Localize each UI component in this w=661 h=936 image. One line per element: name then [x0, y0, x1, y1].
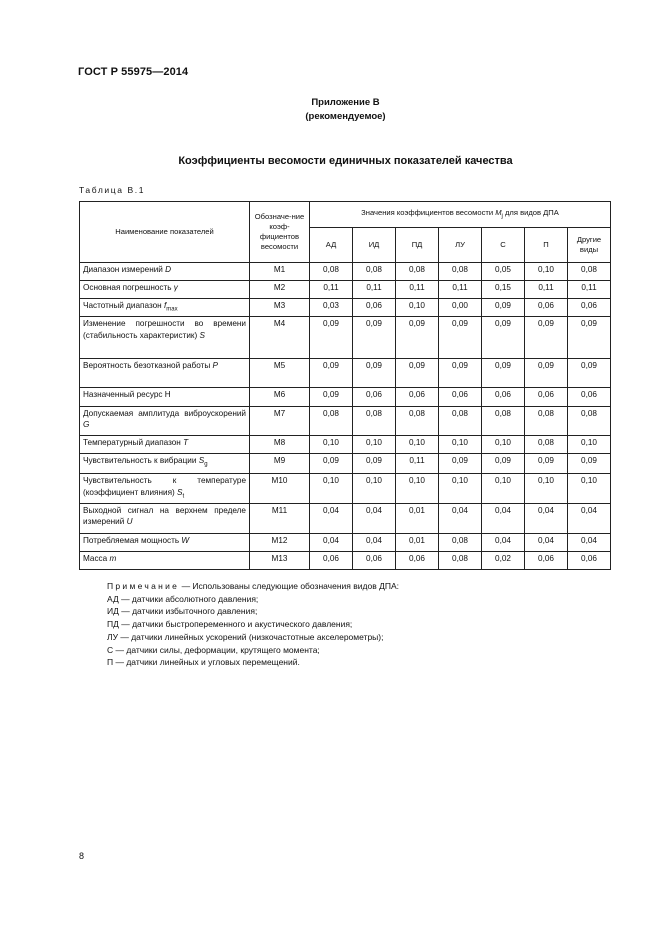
coefficient-value-cell: 0,10	[396, 436, 439, 454]
coefficient-value-cell: 0,09	[525, 359, 568, 388]
header-values-group: Значения коэффициентов весомости $M_j$ для видов ДПА	[310, 202, 611, 228]
coefficient-value-cell: 0,04	[525, 533, 568, 551]
coefficient-value-cell: 0,06	[396, 551, 439, 569]
coefficient-value-cell: 0,04	[482, 503, 525, 533]
table-label: Таблица В.1	[79, 185, 146, 195]
coefficient-value-cell: 0,10	[353, 474, 396, 504]
table-row	[80, 359, 611, 388]
coefficient-value-cell: 0,09	[482, 454, 525, 474]
indicator-name-cell: Чувствительность к вибрации $S_g$	[80, 454, 250, 474]
coefficient-value-cell: 0,11	[525, 281, 568, 299]
header-code-column: Обозначе-ние коэф-фициентов весомости	[250, 202, 310, 263]
coefficient-value-cell: 0,10	[439, 474, 482, 504]
coefficient-value-cell: 0,09	[310, 359, 353, 388]
coefficient-value-cell: 0,10	[568, 474, 611, 504]
coefficient-value-cell: 0,08	[525, 436, 568, 454]
table-row	[80, 388, 611, 406]
header-value-column: С	[482, 228, 525, 263]
coefficient-value-cell: 0,06	[568, 299, 611, 317]
indicator-name-cell: Выходной сигнал на верхнем пределе измерений U	[80, 503, 250, 533]
header-value-column: ПД	[396, 228, 439, 263]
coefficient-value-cell: 0,06	[439, 388, 482, 406]
coefficient-value-cell: 0,09	[353, 454, 396, 474]
coefficient-value-cell: 0,09	[568, 359, 611, 388]
indicator-name-cell: Температурный диапазон T	[80, 436, 250, 454]
coefficient-value-cell: 0,10	[568, 436, 611, 454]
coefficient-value-cell: 0,09	[310, 454, 353, 474]
indicator-name-cell: Допускаемая амплитуда виброускорений G	[80, 406, 250, 436]
appendix-title: Приложение В	[311, 97, 380, 108]
coefficient-code-cell: М8	[250, 436, 310, 454]
note-line: С — датчики силы, деформации, крутящего момента;	[107, 644, 320, 655]
coefficient-value-cell: 0,11	[310, 281, 353, 299]
coefficient-value-cell: 0,04	[482, 533, 525, 551]
table-note	[107, 580, 399, 669]
coefficient-value-cell: 0,10	[482, 436, 525, 454]
coefficient-value-cell: 0,06	[568, 388, 611, 406]
indicator-name-cell: Вероятность безотказной работы P	[80, 359, 250, 388]
header-name-column: Наименование показателей	[80, 202, 250, 263]
coefficient-code-cell: М12	[250, 533, 310, 551]
header-value-column: ЛУ	[439, 228, 482, 263]
coefficient-value-cell: 0,11	[568, 281, 611, 299]
coefficient-code-cell: М13	[250, 551, 310, 569]
table-row	[80, 299, 611, 317]
coefficient-value-cell: 0,08	[568, 406, 611, 436]
coefficient-value-cell: 0,00	[439, 299, 482, 317]
coefficient-value-cell: 0,01	[396, 503, 439, 533]
table-row	[80, 503, 611, 533]
coefficient-value-cell: 0,09	[482, 317, 525, 359]
coefficient-value-cell: 0,08	[525, 406, 568, 436]
coefficient-value-cell: 0,04	[353, 503, 396, 533]
section-heading: Коэффициенты весомости единичных показателей качества	[178, 155, 513, 167]
note-intro: Примечание — Использованы следующие обозначения видов ДПА:	[107, 581, 399, 591]
coefficient-value-cell: 0,04	[310, 533, 353, 551]
coefficient-value-cell: 0,03	[310, 299, 353, 317]
coefficient-value-cell: 0,09	[310, 317, 353, 359]
table-row	[80, 263, 611, 281]
coefficient-code-cell: М7	[250, 406, 310, 436]
coefficient-value-cell: 0,09	[439, 359, 482, 388]
document-code: ГОСТ Р 55975—2014	[78, 66, 189, 78]
coefficient-code-cell: М9	[250, 454, 310, 474]
coefficient-value-cell: 0,08	[310, 263, 353, 281]
coefficient-value-cell: 0,06	[525, 551, 568, 569]
coefficient-value-cell: 0,09	[482, 299, 525, 317]
coefficient-value-cell: 0,04	[439, 503, 482, 533]
table-row	[80, 474, 611, 504]
coefficient-value-cell: 0,04	[568, 503, 611, 533]
table-row	[80, 551, 611, 569]
coefficient-value-cell: 0,08	[353, 406, 396, 436]
coefficient-value-cell: 0,11	[439, 281, 482, 299]
coefficient-value-cell: 0,09	[568, 454, 611, 474]
coefficient-value-cell: 0,06	[353, 551, 396, 569]
coefficient-value-cell: 0,05	[482, 263, 525, 281]
coefficient-value-cell: 0,15	[482, 281, 525, 299]
coefficients-table	[79, 201, 611, 570]
coefficient-value-cell: 0,06	[525, 388, 568, 406]
table-row	[80, 406, 611, 436]
coefficient-value-cell: 0,09	[353, 317, 396, 359]
coefficient-value-cell: 0,06	[396, 388, 439, 406]
coefficient-value-cell: 0,08	[439, 533, 482, 551]
coefficient-value-cell: 0,11	[396, 454, 439, 474]
header-value-column: АД	[310, 228, 353, 263]
coefficient-value-cell: 0,10	[396, 299, 439, 317]
coefficient-value-cell: 0,08	[439, 551, 482, 569]
note-line: ПД — датчики быстропеременного и акустического давления;	[107, 619, 353, 630]
coefficient-value-cell: 0,11	[353, 281, 396, 299]
indicator-name-cell: Масса m	[80, 551, 250, 569]
indicator-name-cell: Частотный диапазон $f_{max}$	[80, 299, 250, 317]
indicator-name-cell: Изменение погрешности во времени (стабильность характеристик) S	[80, 317, 250, 359]
coefficient-value-cell: 0,10	[310, 436, 353, 454]
note-line: АД — датчики абсолютного давления;	[107, 593, 259, 604]
note-line: ИД — датчики избыточного давления;	[107, 606, 258, 617]
header-value-column: Другие виды	[568, 228, 611, 263]
coefficient-value-cell: 0,09	[310, 388, 353, 406]
coefficient-value-cell: 0,04	[525, 503, 568, 533]
coefficient-value-cell: 0,09	[353, 359, 396, 388]
coefficient-value-cell: 0,10	[525, 474, 568, 504]
coefficient-value-cell: 0,04	[310, 503, 353, 533]
coefficient-value-cell: 0,08	[568, 263, 611, 281]
coefficient-value-cell: 0,09	[525, 317, 568, 359]
coefficient-value-cell: 0,09	[396, 359, 439, 388]
coefficient-value-cell: 0,08	[439, 263, 482, 281]
coefficient-value-cell: 0,04	[568, 533, 611, 551]
table-row	[80, 317, 611, 359]
coefficient-value-cell: 0,06	[353, 388, 396, 406]
note-line: ЛУ — датчики линейных ускорений (низкочастотные акселерометры);	[107, 631, 384, 642]
table-row	[80, 454, 611, 474]
coefficient-value-cell: 0,08	[482, 406, 525, 436]
coefficient-value-cell: 0,10	[439, 436, 482, 454]
page-number: 8	[79, 851, 85, 861]
coefficient-code-cell: М4	[250, 317, 310, 359]
coefficient-value-cell: 0,02	[482, 551, 525, 569]
coefficient-code-cell: М3	[250, 299, 310, 317]
coefficient-value-cell: 0,09	[482, 359, 525, 388]
coefficient-value-cell: 0,06	[482, 388, 525, 406]
coefficient-code-cell: М6	[250, 388, 310, 406]
coefficient-value-cell: 0,06	[353, 299, 396, 317]
coefficient-value-cell: 0,10	[310, 474, 353, 504]
coefficient-code-cell: М10	[250, 474, 310, 504]
indicator-name-cell: Назначенный ресурс Н	[80, 388, 250, 406]
indicator-name-cell: Основная погрешность γ	[80, 281, 250, 299]
table-row	[80, 281, 611, 299]
coefficient-value-cell: 0,10	[482, 474, 525, 504]
coefficient-value-cell: 0,06	[525, 299, 568, 317]
coefficient-value-cell: 0,10	[525, 263, 568, 281]
coefficient-value-cell: 0,08	[396, 406, 439, 436]
table-row	[80, 436, 611, 454]
appendix-heading	[0, 96, 661, 124]
coefficient-value-cell: 0,06	[310, 551, 353, 569]
coefficient-value-cell: 0,09	[525, 454, 568, 474]
coefficient-code-cell: М1	[250, 263, 310, 281]
coefficient-value-cell: 0,08	[310, 406, 353, 436]
coefficient-value-cell: 0,10	[353, 436, 396, 454]
coefficient-value-cell: 0,10	[396, 474, 439, 504]
coefficient-value-cell: 0,08	[439, 406, 482, 436]
coefficient-value-cell: 0,04	[353, 533, 396, 551]
appendix-status: (рекомендуемое)	[305, 111, 386, 122]
note-line: П — датчики линейных и угловых перемещений.	[107, 657, 300, 668]
indicator-name-cell: Чувствительность к температуре (коэффициент влияния) $S_t$	[80, 474, 250, 504]
coefficient-value-cell: 0,01	[396, 533, 439, 551]
coefficient-value-cell: 0,09	[439, 454, 482, 474]
coefficient-code-cell: М5	[250, 359, 310, 388]
table-row	[80, 533, 611, 551]
coefficient-value-cell: 0,08	[353, 263, 396, 281]
indicator-name-cell: Диапазон измерений D	[80, 263, 250, 281]
header-value-column: П	[525, 228, 568, 263]
coefficient-code-cell: М11	[250, 503, 310, 533]
coefficient-value-cell: 0,09	[396, 317, 439, 359]
coefficient-code-cell: М2	[250, 281, 310, 299]
coefficient-value-cell: 0,09	[568, 317, 611, 359]
header-value-column: ИД	[353, 228, 396, 263]
coefficient-value-cell: 0,06	[568, 551, 611, 569]
coefficient-value-cell: 0,09	[439, 317, 482, 359]
indicator-name-cell: Потребляемая мощность W	[80, 533, 250, 551]
coefficient-value-cell: 0,11	[396, 281, 439, 299]
coefficient-value-cell: 0,08	[396, 263, 439, 281]
